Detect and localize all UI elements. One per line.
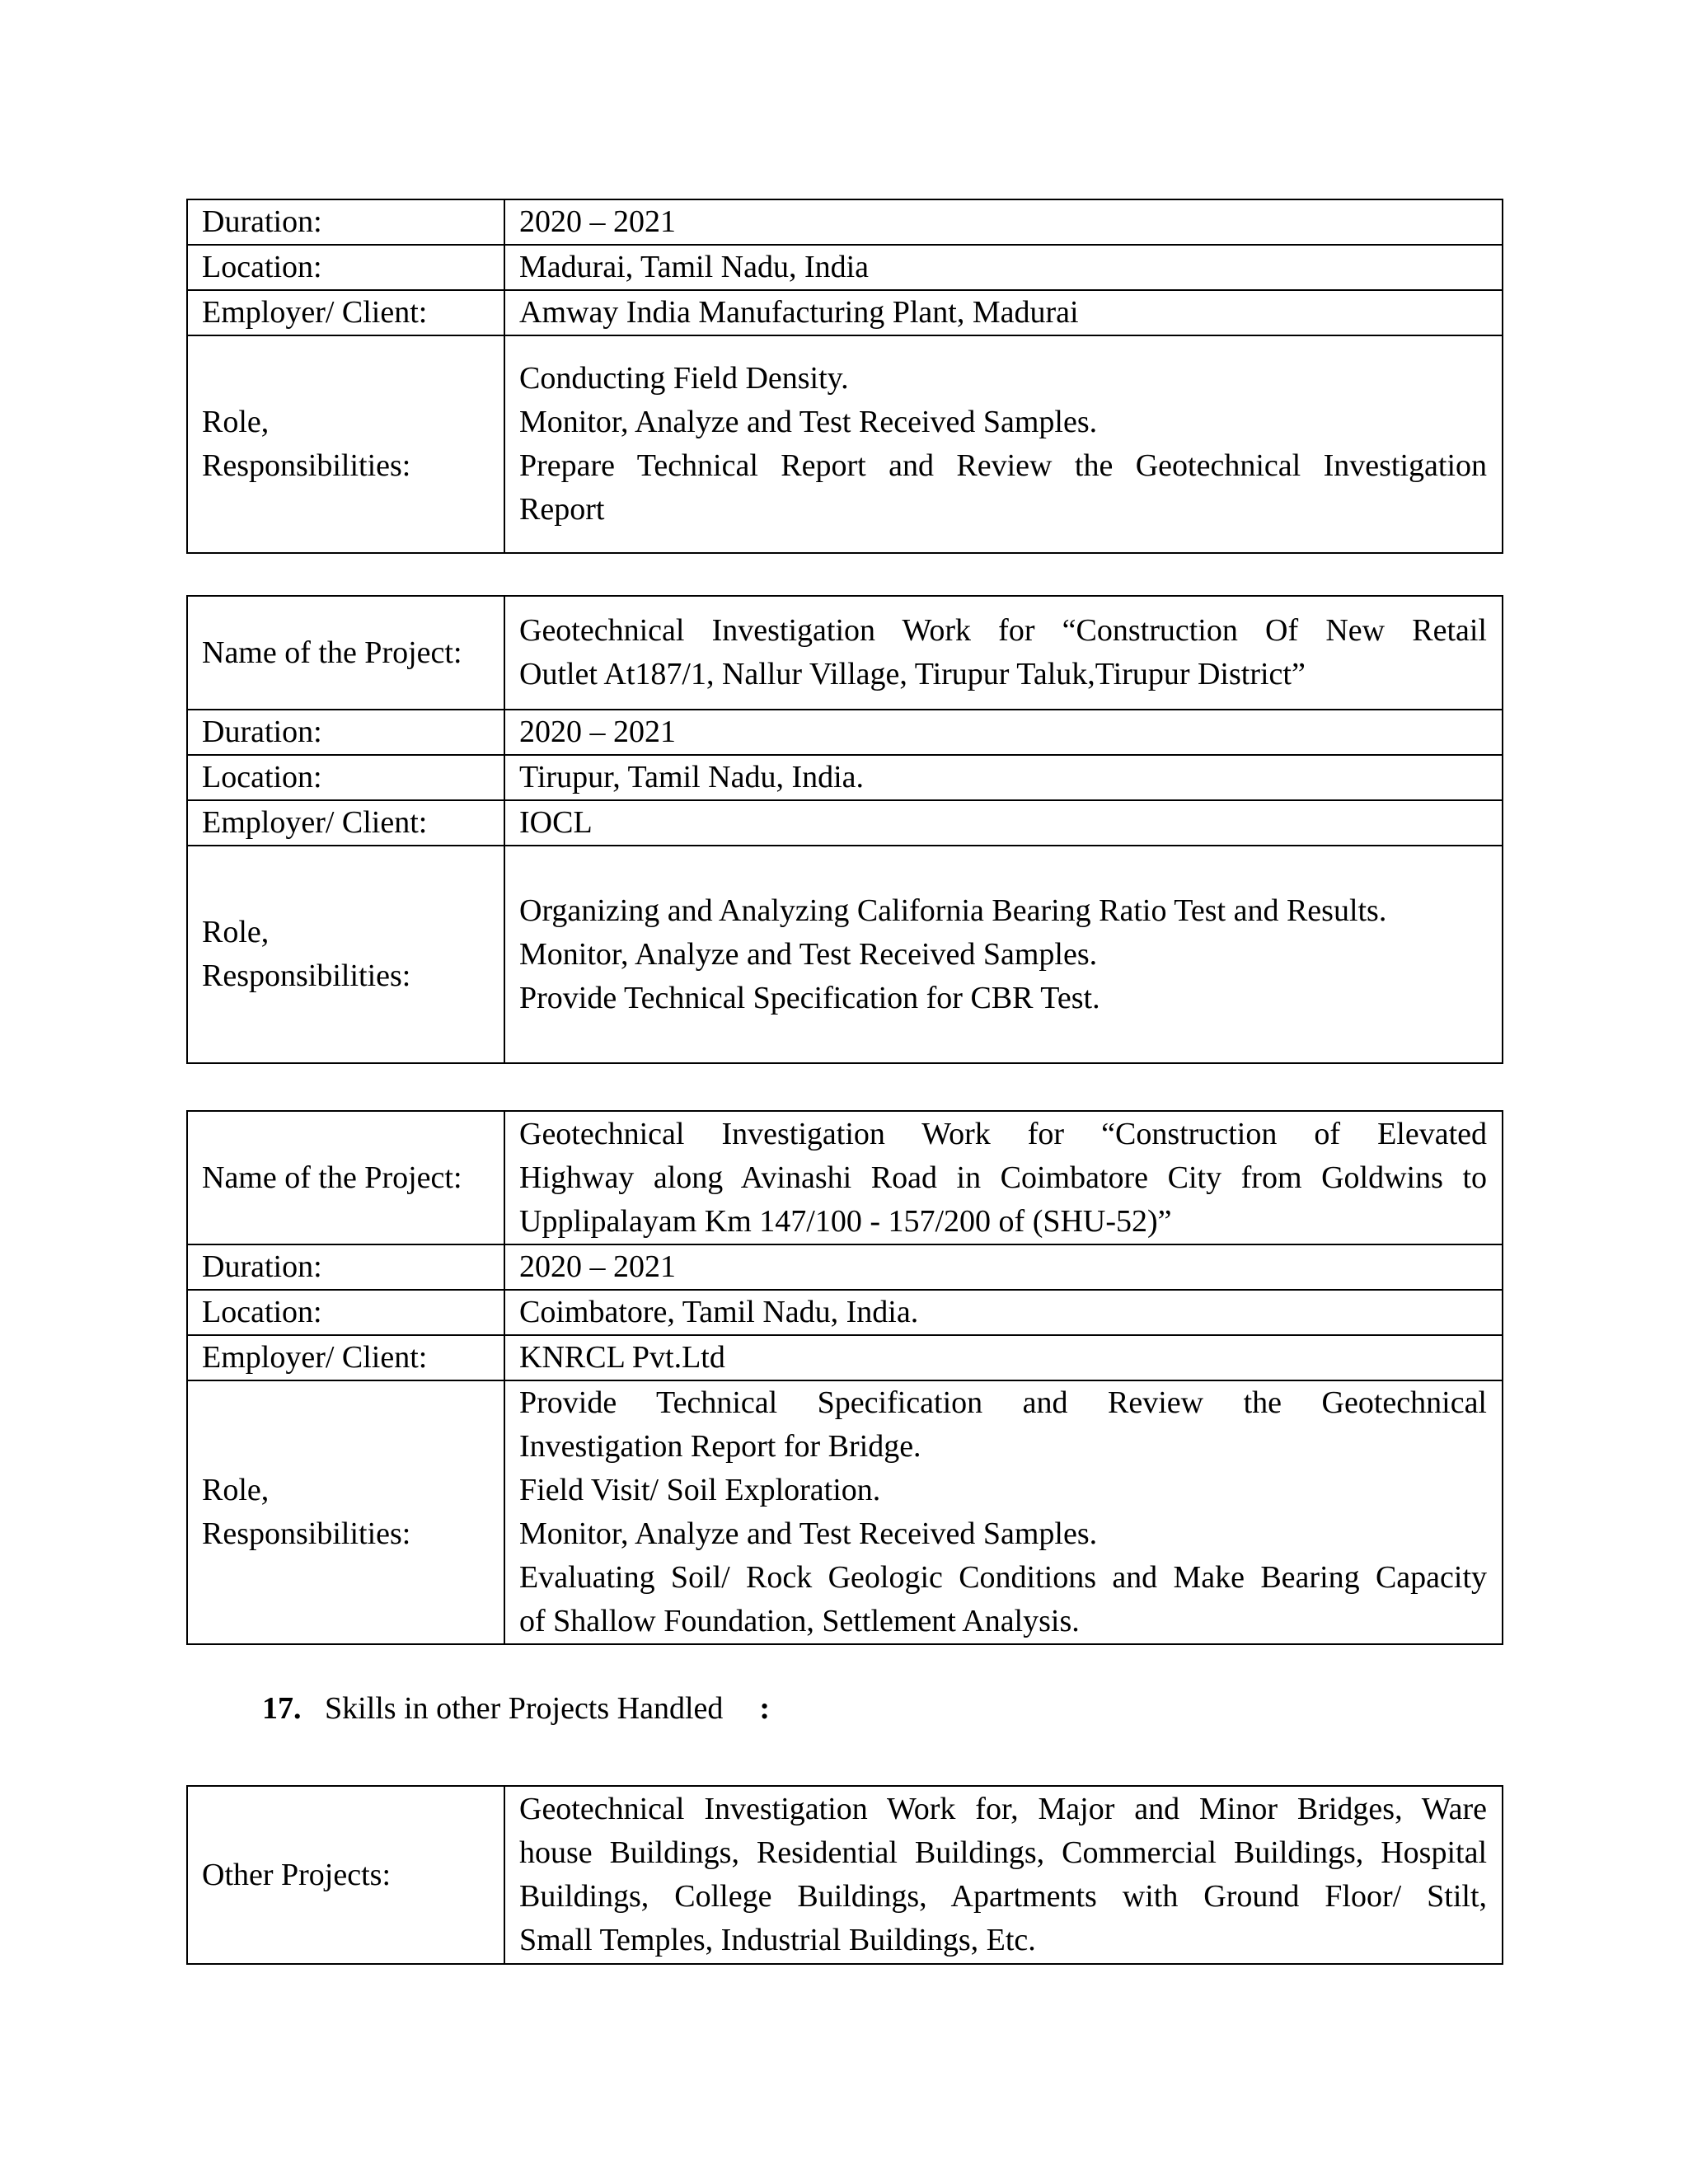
project-name-label: Name of the Project: bbox=[187, 1111, 504, 1244]
project-table-amway bbox=[186, 199, 1503, 554]
duration-value: 2020 – 2021 bbox=[504, 1244, 1503, 1290]
responsibility-line: Provide Technical Specification for CBR Test. bbox=[519, 980, 1100, 1015]
other-projects-value bbox=[504, 1786, 1503, 1964]
project-name-line: Outlet At187/1, Nallur Village, Tirupur Taluk,Tirupur District” bbox=[519, 657, 1306, 691]
project-name-line: Upplipalayam Km 147/100 - 157/200 of (SHU-52)” bbox=[519, 1203, 1172, 1239]
employer-row bbox=[187, 290, 1503, 335]
project-name-row bbox=[187, 1111, 1503, 1244]
role-row bbox=[187, 335, 1503, 553]
other-projects-line: Buildings, College Buildings, Apartments with Ground Floor/ Stilt, bbox=[519, 1879, 1487, 1914]
responsibility-line: Provide Technical Specification and Review the Geotechnical bbox=[519, 1385, 1487, 1420]
location-row bbox=[187, 245, 1503, 290]
responsibility-line: Conducting Field Density. bbox=[519, 361, 849, 396]
location-value: Madurai, Tamil Nadu, India bbox=[504, 245, 1503, 290]
project-name-row bbox=[187, 596, 1503, 710]
responsibilities-value bbox=[504, 846, 1503, 1063]
employer-row bbox=[187, 1335, 1503, 1380]
role-row bbox=[187, 1380, 1503, 1644]
location-row bbox=[187, 1290, 1503, 1335]
role-label-line: Responsibilities: bbox=[202, 1516, 411, 1551]
employer-value: Amway India Manufacturing Plant, Madurai bbox=[504, 290, 1503, 335]
location-label: Location: bbox=[187, 1290, 504, 1335]
responsibility-line: Monitor, Analyze and Test Received Samples. bbox=[519, 405, 1098, 439]
role-label-line: Role, bbox=[202, 1473, 270, 1507]
employer-value: IOCL bbox=[504, 800, 1503, 846]
role-label-line: Role, bbox=[202, 915, 270, 949]
section-number: 17. bbox=[262, 1691, 302, 1726]
role-label-line: Responsibilities: bbox=[202, 448, 411, 483]
other-projects-line: Geotechnical Investigation Work for, Major and Minor Bridges, Ware bbox=[519, 1792, 1487, 1826]
duration-label: Duration: bbox=[187, 710, 504, 755]
employer-label: Employer/ Client: bbox=[187, 1335, 504, 1380]
other-projects-label: Other Projects: bbox=[187, 1786, 504, 1964]
responsibility-line: Monitor, Analyze and Test Received Samples. bbox=[519, 1516, 1098, 1551]
other-projects-line: Small Temples, Industrial Buildings, Etc. bbox=[519, 1923, 1036, 1957]
section-title: Skills in other Projects Handled bbox=[325, 1691, 724, 1726]
project-name-value bbox=[504, 1111, 1503, 1244]
responsibility-line: Evaluating Soil/ Rock Geologic Conditions and Make Bearing Capacity bbox=[519, 1560, 1487, 1595]
duration-row bbox=[187, 710, 1503, 755]
responsibility-line: Monitor, Analyze and Test Received Samples. bbox=[519, 936, 1098, 972]
section-colon: : bbox=[759, 1691, 771, 1726]
project-name-value bbox=[504, 596, 1503, 710]
responsibility-line: Investigation Report for Bridge. bbox=[519, 1429, 921, 1464]
duration-row bbox=[187, 1244, 1503, 1290]
role-label bbox=[187, 335, 504, 553]
location-value: Tirupur, Tamil Nadu, India. bbox=[504, 755, 1503, 800]
responsibility-line: of Shallow Foundation, Settlement Analysis. bbox=[519, 1604, 1080, 1638]
project-name-line: Geotechnical Investigation Work for “Construction of Elevated bbox=[519, 1116, 1487, 1151]
responsibilities-value bbox=[504, 1380, 1503, 1644]
employer-row bbox=[187, 800, 1503, 846]
project-name-line: Geotechnical Investigation Work for “Construction Of New Retail bbox=[519, 613, 1487, 648]
employer-label: Employer/ Client: bbox=[187, 290, 504, 335]
role-label bbox=[187, 846, 504, 1063]
location-row bbox=[187, 755, 1503, 800]
other-projects-table bbox=[186, 1785, 1503, 1965]
responsibilities-value bbox=[504, 335, 1503, 553]
location-value: Coimbatore, Tamil Nadu, India. bbox=[504, 1290, 1503, 1335]
project-name-label: Name of the Project: bbox=[187, 596, 504, 710]
other-projects-row bbox=[187, 1786, 1503, 1964]
project-table-knrcl bbox=[186, 1110, 1503, 1645]
project-name-line: Highway along Avinashi Road in Coimbatore City from Goldwins to bbox=[519, 1160, 1487, 1195]
employer-label: Employer/ Client: bbox=[187, 800, 504, 846]
responsibility-line: Prepare Technical Report and Review the Geotechnical Investigation bbox=[519, 448, 1487, 483]
responsibility-line: Organizing and Analyzing California Bearing Ratio Test and Results. bbox=[519, 893, 1387, 928]
role-label-line: Responsibilities: bbox=[202, 958, 411, 993]
duration-row bbox=[187, 199, 1503, 245]
duration-value: 2020 – 2021 bbox=[504, 710, 1503, 755]
responsibility-line: Field Visit/ Soil Exploration. bbox=[519, 1473, 881, 1507]
section-heading bbox=[262, 1687, 770, 1731]
responsibility-line: Report bbox=[519, 492, 605, 527]
project-table-iocl bbox=[186, 595, 1503, 1064]
duration-label: Duration: bbox=[187, 199, 504, 245]
employer-value: KNRCL Pvt.Ltd bbox=[504, 1335, 1503, 1380]
role-row bbox=[187, 846, 1503, 1063]
duration-value: 2020 – 2021 bbox=[504, 199, 1503, 245]
role-label bbox=[187, 1380, 504, 1644]
location-label: Location: bbox=[187, 245, 504, 290]
other-projects-line: house Buildings, Residential Buildings, Commercial Buildings, Hospital bbox=[519, 1835, 1487, 1870]
role-label-line: Role, bbox=[202, 405, 270, 439]
location-label: Location: bbox=[187, 755, 504, 800]
duration-label: Duration: bbox=[187, 1244, 504, 1290]
